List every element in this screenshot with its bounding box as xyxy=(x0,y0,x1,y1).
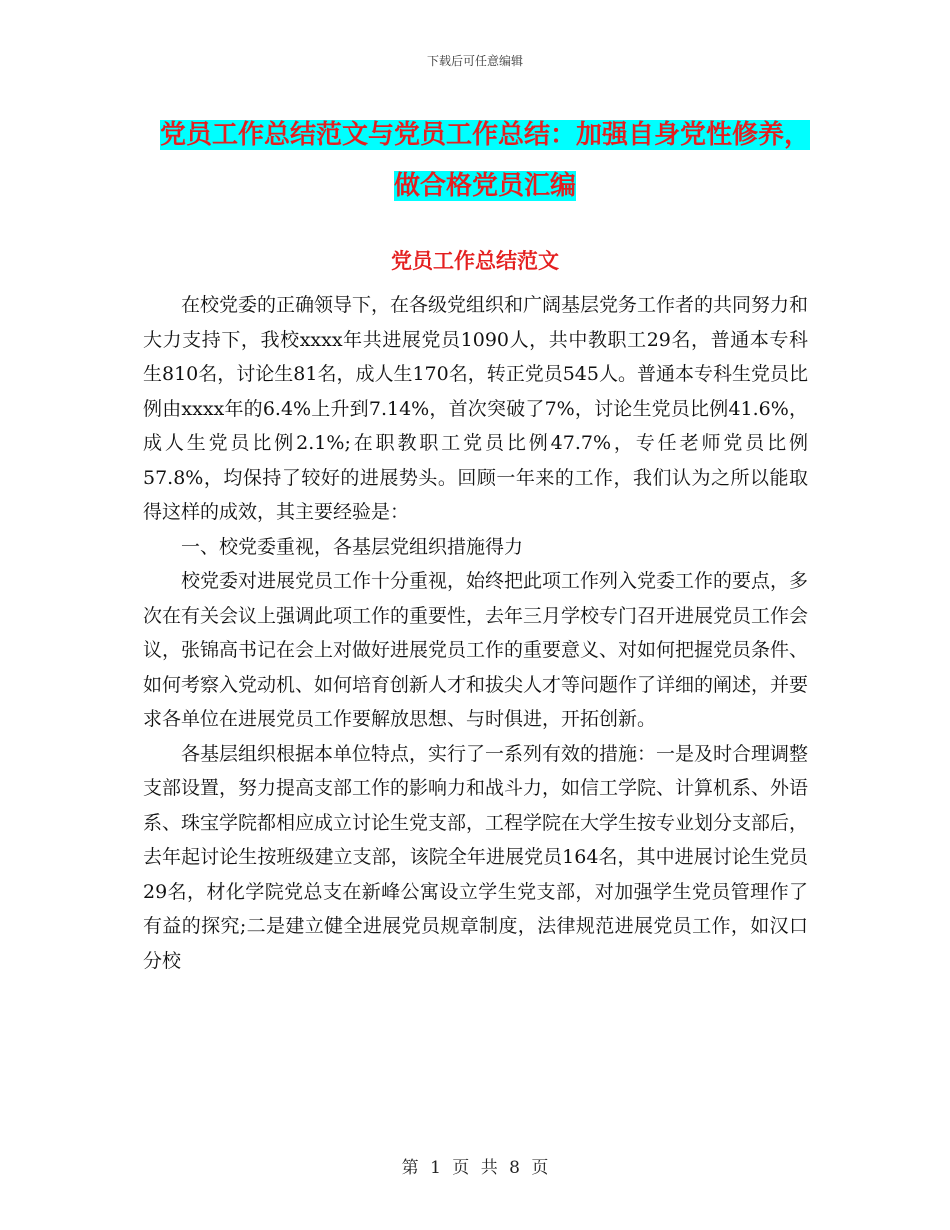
document-title xyxy=(160,110,810,212)
header-note: 下载后可任意编辑 xyxy=(426,54,523,68)
paragraph: 在校党委的正确领导下，在各级党组织和广阔基层党务工作者的共同努力和大力支持下，我校xxxx年共进展党员1090人，共中教职工29名，普通本专科生810名，讨论生81名，成人生170名，转正党员545人。普通本专科生党员比例由xxxx年的6.4%上升到7.14%，首次突破了7%，讨论生党员比例41.6%，成人生党员比例2.1%;在职教职工党员比例47.7%，专任老师党员比例57.8%，均保持了较好的进展势头。回顾一年来的工作，我们认为之所以能取得这样的成效，其主要经验是： xyxy=(143,294,809,523)
paragraph: 校党委对进展党员工作十分重视，始终把此项工作列入党委工作的要点，多次在有关会议上强调此项工作的重要性，去年三月学校专门召开进展党员工作会议，张锦高书记在会上对做好进展党员工作的重要意义、对如何把握党员条件、如何考察入党动机、如何培育创新人才和拔尖人才等问题作了详细的阐述，并要求各单位在进展党员工作要解放思想、与时俱进，开拓创新。 xyxy=(143,570,809,730)
document-body xyxy=(143,288,808,978)
section-title: 党员工作总结范文 xyxy=(391,249,559,273)
paragraph-heading: 一、校党委重视，各基层党组织措施得力 xyxy=(181,535,524,558)
document-title-text: 党员工作总结范文与党员工作总结：加强自身党性修养，做合格党员汇编 xyxy=(160,120,811,201)
paragraph: 各基层组织根据本单位特点，实行了一系列有效的措施：一是及时合理调整支部设置，努力提高支部工作的影响力和战斗力，如信工学院、计算机系、外语系、珠宝学院都相应成立讨论生党支部，工程学院在大学生按专业划分支部后，去年起讨论生按班级建立支部，该院全年进展党员164名，其中进展讨论生党员29名，材化学院党总支在新峰公寓设立学生党支部，对加强学生党员管理作了有益的探究;二是建立健全进展党员规章制度，法律规范进展党员工作，如汉口分校 xyxy=(143,742,809,972)
page-footer: 第 1 页 共 8 页 xyxy=(401,1158,549,1178)
